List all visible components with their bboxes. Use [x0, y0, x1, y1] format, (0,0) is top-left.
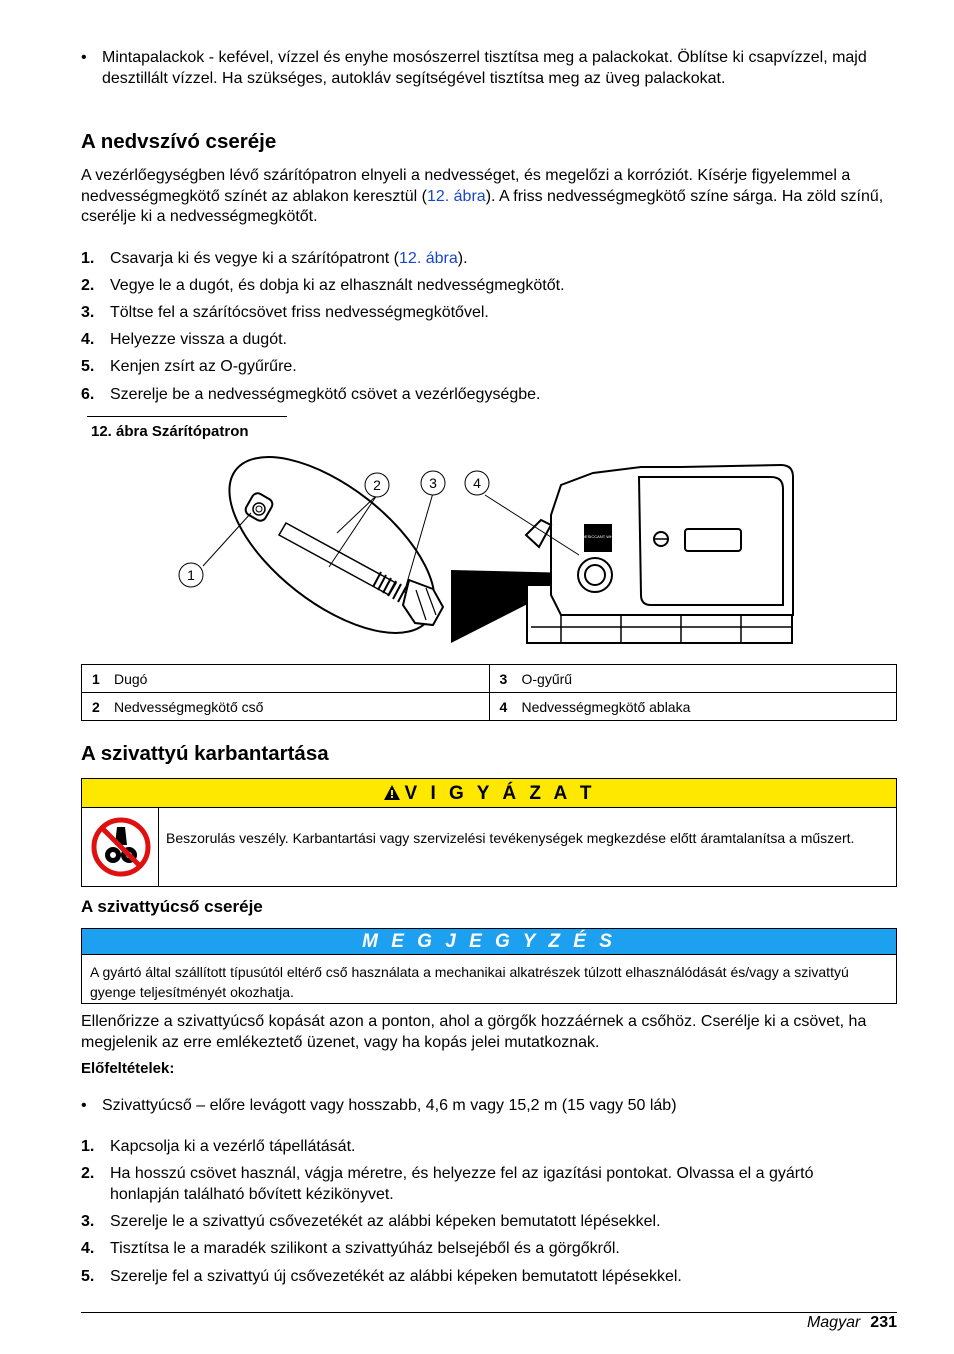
notice-header: M E G J E G Y Z É S [82, 929, 896, 955]
legend-cell: 3 O-gyűrű [489, 665, 897, 693]
notice-box [81, 928, 897, 1004]
figure-12-link[interactable]: 12. ábra [426, 187, 486, 205]
section-title-desiccant: A nedvszívó cseréje [81, 130, 277, 153]
footer-rule [81, 1312, 897, 1313]
bullet-marker: • [81, 49, 87, 66]
caution-box [81, 778, 897, 887]
caution-icon-cell [82, 808, 159, 886]
caution-header: V I G Y Á Z A T [82, 779, 896, 808]
figure-12-link[interactable]: 12. ábra [399, 250, 458, 267]
prerequisites-label: Előfeltételek: [81, 1060, 175, 1077]
footer-language: Magyar [806, 1314, 861, 1331]
section-intro-paragraph: A vezérlőegységben lévő szárítópatron elnyeli a nedvességet, és megelőzi a korróziót. Kísérje figyelemmel a nedvességmegkötő színét az ablakon keresztül (12. ábra). A friss nedvességmegkötő színe sárga. Ha zöld színű, cserélje ki a nedvességmegkötőt. [81, 167, 884, 225]
page-footer [807, 1313, 897, 1333]
bullet-text: Mintapalackok - kefével, vízzel és enyhe mosószerrel tisztítsa meg a palackokat. Öblítse ki csapvízzel, majd desztillált vízzel. Ha szükséges, autokláv segítségével tisztítsa meg az üveg palackokat. [102, 49, 867, 87]
controller-drawing [526, 465, 793, 643]
section-title-pump-maintenance: A szivattyú karbantartása [81, 742, 329, 765]
bullet-marker: • [81, 1097, 87, 1114]
table-row [82, 665, 897, 693]
page-number: 231 [870, 1314, 897, 1331]
warning-triangle-icon [383, 784, 401, 801]
pump-tube-paragraph: Ellenőrizze a szivattyúcső kopását azon a ponton, ahol a görgők hozzáérnek a csőhöz. Cserélje ki a csövet, ha megjelenik az erre emlékeztető üzenet, vagy ha kopás jelei mutatkoznak. [81, 1013, 867, 1051]
desiccant-window-label: REPLACE DESICCANT WHEN GREEN [562, 534, 634, 539]
legend-cell: 2 Nedvességmegkötő cső [82, 693, 490, 721]
caution-text: Beszorulás veszély. Karbantartási vagy szervizelési tevékenységek megkezdése előtt áramtalanítsa a műszert. [166, 830, 855, 846]
callout-1-label: 1 [187, 567, 195, 583]
section-title-pump-tube: A szivattyúcső cseréje [81, 897, 263, 916]
legend-cell: 4 Nedvességmegkötő ablaka [489, 693, 897, 721]
table-row [82, 693, 897, 721]
notice-text: A gyártó által szállított típusútól eltérő cső használata a mechanikai alkatrészek túlzott elhasználódását és/vagy a szivattyú gyenge teljesítményét okozhatja. [90, 964, 849, 1000]
legend-cell: 1 Dugó [82, 665, 490, 693]
figure-legend-table [81, 664, 897, 721]
pinch-hazard-icon [91, 817, 151, 877]
desiccant-cartridge-illustration [81, 455, 897, 655]
callout-3-label: 3 [429, 475, 437, 491]
bullet-text: Szivattyúcső – előre levágott vagy hosszabb, 4,6 m vagy 15,2 m (15 vagy 50 láb) [102, 1097, 677, 1114]
figure-caption: 12. ábra Szárítópatron [91, 423, 249, 440]
caption-rule [87, 416, 287, 417]
callout-2-label: 2 [373, 477, 381, 493]
callout-4-label: 4 [473, 475, 481, 491]
